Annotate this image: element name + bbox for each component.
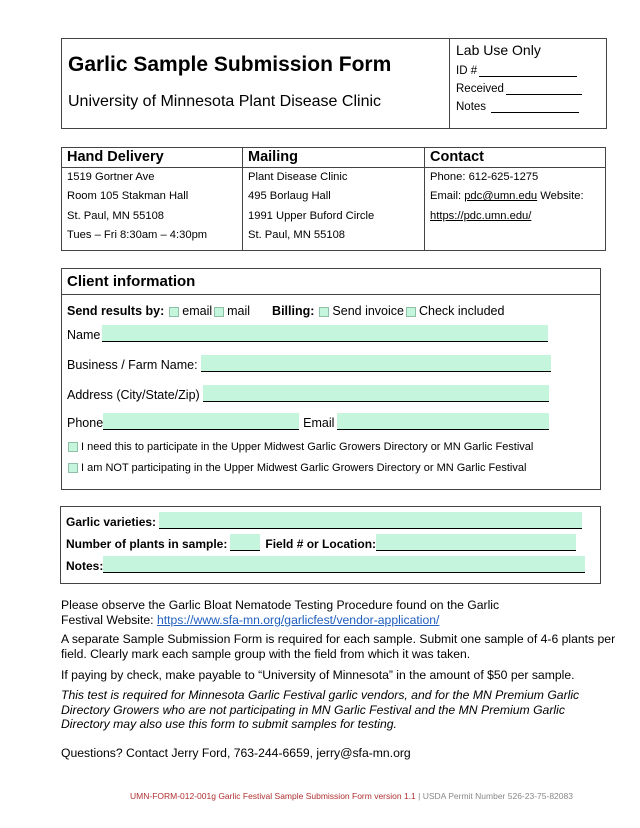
notes-row <box>66 556 585 573</box>
lab-use-title: Lab Use Only <box>456 42 541 58</box>
field-location-field[interactable] <box>376 534 576 551</box>
billing-label: Billing: <box>272 304 315 318</box>
address-label: Address (City/State/Zip) <box>67 388 200 402</box>
hand-delivery-line: St. Paul, MN 55108 <box>67 209 165 222</box>
varieties-field[interactable] <box>159 512 582 529</box>
check-included-checkbox[interactable] <box>406 307 416 317</box>
hand-delivery-line: 1519 Gortner Ave <box>67 171 155 183</box>
hand-delivery-line: Tues – Fri 8:30am – 4:30pm <box>67 228 208 241</box>
mailing-line: Plant Disease Clinic <box>248 171 348 183</box>
address-row <box>67 385 549 402</box>
mailing-line: St. Paul, MN 55108 <box>248 228 346 241</box>
page-subtitle: University of Minnesota Plant Disease Clinic <box>68 93 382 110</box>
varieties-label: Garlic varieties: <box>66 515 157 529</box>
footer-permit: USDA Permit Number 526-23-75-82083 <box>422 791 573 801</box>
separate-form-paragraph: A separate Sample Submission Form is required for each sample. Submit one sample of 4-6 plants per field. Clearly mark each sample group with the field from which it was taken. <box>61 632 616 661</box>
name-field[interactable] <box>102 325 548 342</box>
plants-label: Number of plants in sample: <box>66 537 228 551</box>
lab-notes-row <box>456 101 606 113</box>
contact-email-row <box>425 187 606 206</box>
page-title: Garlic Sample Submission Form <box>68 53 392 76</box>
contact-column <box>425 148 606 250</box>
send-results-label: Send results by: <box>67 304 165 318</box>
client-information-section <box>61 268 601 490</box>
footer <box>130 791 573 801</box>
hand-delivery-line: Room 105 Stakman Hall <box>67 190 189 203</box>
mailing-line: 495 Borlaug Hall <box>248 190 331 203</box>
questions-paragraph: Questions? Contact Jerry Ford, 763-244-6659, jerry@sfa-mn.org <box>61 746 411 760</box>
contact-website-label: Website: <box>537 190 584 203</box>
business-label: Business / Farm Name: <box>67 358 198 372</box>
lab-received-label: Received <box>456 83 504 95</box>
check-included-label: Check included <box>418 304 505 318</box>
plants-count-field[interactable] <box>230 534 260 551</box>
nematode-procedure-text: Please observe the Garlic Bloat Nematode Testing Procedure found on the Garlic Festival Website: <box>61 598 500 627</box>
mail-checkbox[interactable] <box>214 307 224 317</box>
hand-delivery-column <box>62 148 243 250</box>
participate-yes-checkbox[interactable] <box>68 442 78 452</box>
name-row <box>67 325 548 342</box>
mailing-column <box>243 148 425 250</box>
send-results-row <box>67 304 504 318</box>
lab-notes-field[interactable] <box>491 102 579 113</box>
lab-received-row <box>456 83 606 95</box>
plants-field-row <box>66 534 576 551</box>
contact-heading: Contact <box>425 148 606 168</box>
lab-id-field[interactable] <box>479 66 577 77</box>
participate-no-row <box>67 462 526 474</box>
contact-website-row <box>425 207 606 226</box>
business-field[interactable] <box>201 355 551 372</box>
contact-website-link[interactable]: https://pdc.umn.edu/ <box>430 209 532 222</box>
business-row <box>67 355 551 372</box>
email-option-label: email <box>182 304 213 318</box>
check-payment-paragraph: If paying by check, make payable to “University of Minnesota” in the amount of $50 per sample. <box>61 668 575 682</box>
notes-field[interactable] <box>103 556 585 573</box>
name-label: Name <box>67 328 101 342</box>
notes-label: Notes: <box>66 559 104 573</box>
phone-field[interactable] <box>103 413 299 430</box>
lab-id-label: ID # <box>456 65 478 77</box>
participate-yes-label: I need this to participate in the Upper Midwest Garlic Growers Directory or MN Garlic Festival <box>81 441 534 453</box>
hand-delivery-heading: Hand Delivery <box>62 148 242 168</box>
mailing-line: 1991 Upper Buford Circle <box>248 209 375 222</box>
participate-yes-row <box>67 441 533 453</box>
contact-email-link[interactable]: pdc@umn.edu <box>464 190 538 203</box>
mailing-heading: Mailing <box>243 148 424 168</box>
email-checkbox[interactable] <box>169 307 179 317</box>
varieties-row <box>66 512 582 529</box>
form-header <box>61 38 607 129</box>
lab-notes-label: Notes <box>456 101 487 113</box>
contact-table <box>61 147 606 251</box>
phone-label: Phone <box>67 416 104 430</box>
contact-phone: Phone: 612-625-1275 <box>430 171 539 183</box>
participate-no-label: I am NOT participating in the Upper Midwest Garlic Growers Directory or MN Garlic Festival <box>81 462 527 474</box>
client-information-heading: Client information <box>62 269 600 295</box>
send-invoice-label: Send invoice <box>332 304 404 318</box>
email-label: Email <box>303 416 335 430</box>
address-field[interactable] <box>203 385 549 402</box>
mail-option-label: mail <box>227 304 251 318</box>
email-field[interactable] <box>337 413 549 430</box>
footer-separator: | <box>415 791 423 801</box>
header-title-block <box>62 39 450 128</box>
requirement-paragraph: This test is required for Minnesota Garlic Festival garlic vendors, and for the MN Premium Garlic Directory Growers who are not participating in MN Garlic Festival and the MN Premium Garlic Directory may also use this form to submit samples for testing. <box>61 688 580 731</box>
phone-email-row <box>67 413 549 430</box>
garlic-sample-section <box>60 506 601 584</box>
lab-received-field[interactable] <box>506 84 582 95</box>
garlic-festival-link[interactable]: https://www.sfa-mn.org/garlicfest/vendor-application/ <box>156 612 440 627</box>
footer-form-id: UMN-FORM-012-001g Garlic Festival Sample Submission Form version 1.1 <box>130 791 416 801</box>
send-invoice-checkbox[interactable] <box>319 307 329 317</box>
lab-use-block <box>456 41 606 113</box>
participate-no-checkbox[interactable] <box>68 463 78 473</box>
field-location-label: Field # or Location: <box>265 537 377 551</box>
lab-id-row <box>456 65 606 77</box>
nematode-procedure-paragraph <box>61 598 531 627</box>
contact-email-label: Email: <box>430 190 465 203</box>
